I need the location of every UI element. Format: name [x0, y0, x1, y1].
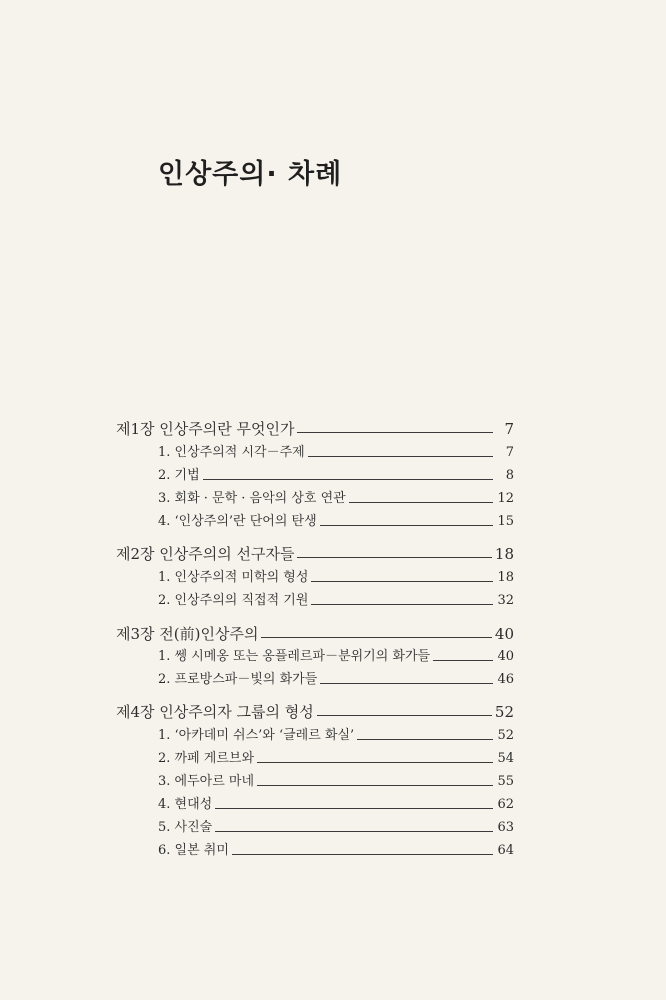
- leader-line: [203, 479, 493, 480]
- leader-line: [232, 854, 493, 855]
- page-number: 7: [505, 445, 514, 460]
- leader-line: [357, 739, 493, 740]
- toc-section[interactable]: [158, 795, 514, 815]
- toc-chapter-4[interactable]: [116, 702, 514, 722]
- toc-section[interactable]: [158, 749, 514, 769]
- page-number: 54: [497, 751, 514, 766]
- page-number: 62: [497, 797, 514, 812]
- toc-section[interactable]: [158, 772, 514, 792]
- page-title: 인상주의· 차례: [158, 159, 343, 190]
- page-number: 18: [497, 570, 514, 585]
- toc-section[interactable]: [158, 568, 514, 588]
- page-number: 64: [497, 843, 514, 858]
- chapter-title: 제3장 전(前)인상주의: [116, 625, 259, 643]
- toc-section[interactable]: [158, 647, 514, 667]
- section-title: 1. 쎙 시메옹 또는 옹플레르파－분위기의 화가들: [158, 649, 431, 664]
- chapter-title: 제4장 인상주의자 그룹의 형성: [116, 703, 314, 721]
- page-number: 40: [494, 625, 514, 643]
- page-number: 52: [494, 703, 514, 721]
- toc-chapter-2[interactable]: [116, 544, 514, 564]
- leader-line: [297, 557, 491, 558]
- leader-line: [320, 525, 493, 526]
- section-title: 2. 프로방스파－빛의 화가들: [158, 672, 318, 687]
- leader-line: [349, 502, 493, 503]
- leader-line: [311, 581, 493, 582]
- page-number: 7: [504, 420, 514, 438]
- page-number: 63: [497, 820, 514, 835]
- toc-section[interactable]: [158, 841, 514, 861]
- leader-line: [257, 785, 493, 786]
- toc-chapter-3[interactable]: [116, 624, 514, 644]
- page-number: 32: [497, 593, 514, 608]
- toc-chapter-1[interactable]: [116, 419, 514, 439]
- page-number: 52: [497, 728, 514, 743]
- toc-section[interactable]: [158, 489, 514, 509]
- toc-section[interactable]: [158, 818, 514, 838]
- leader-line: [215, 831, 493, 832]
- page-number: 8: [505, 468, 514, 483]
- section-title: 6. 일본 취미: [158, 843, 229, 858]
- leader-line: [433, 660, 493, 661]
- page-number: 15: [497, 514, 514, 529]
- leader-line: [257, 762, 493, 763]
- section-title: 2. 기법: [158, 468, 200, 483]
- chapter-title: 제2장 인상주의의 선구자들: [116, 545, 295, 563]
- page-number: 12: [497, 491, 514, 506]
- section-title: 3. 에두아르 마네: [158, 774, 255, 789]
- section-title: 5. 사진술: [158, 820, 213, 835]
- chapter-title: 제1장 인상주의란 무엇인가: [116, 420, 295, 438]
- section-title: 1. ‘아카데미 쉬스’와 ‘글레르 화실’: [158, 728, 355, 743]
- leader-line: [308, 456, 493, 457]
- leader-line: [297, 432, 493, 433]
- leader-line: [215, 808, 493, 809]
- section-title: 2. 인상주의의 직접적 기원: [158, 593, 309, 608]
- toc-section[interactable]: [158, 591, 514, 611]
- leader-line: [317, 715, 492, 716]
- page-number: 46: [497, 672, 514, 687]
- toc-section[interactable]: [158, 512, 514, 532]
- toc-section[interactable]: [158, 466, 514, 486]
- leader-line: [320, 683, 493, 684]
- page-number: 40: [497, 649, 514, 664]
- leader-line: [261, 637, 491, 638]
- toc-section[interactable]: [158, 726, 514, 746]
- section-title: 2. 까페 게르브와: [158, 751, 255, 766]
- toc-section[interactable]: [158, 670, 514, 690]
- section-title: 4. 현대성: [158, 797, 213, 812]
- section-title: 3. 회화 · 문학 · 음악의 상호 연관: [158, 491, 346, 506]
- page-number: 18: [494, 545, 514, 563]
- section-title: 1. 인상주의적 시각－주제: [158, 445, 305, 460]
- toc-section[interactable]: [158, 443, 514, 463]
- leader-line: [311, 604, 493, 605]
- page-number: 55: [497, 774, 514, 789]
- section-title: 1. 인상주의적 미학의 형성: [158, 570, 309, 585]
- section-title: 4. ‘인상주의’란 단어의 탄생: [158, 514, 317, 529]
